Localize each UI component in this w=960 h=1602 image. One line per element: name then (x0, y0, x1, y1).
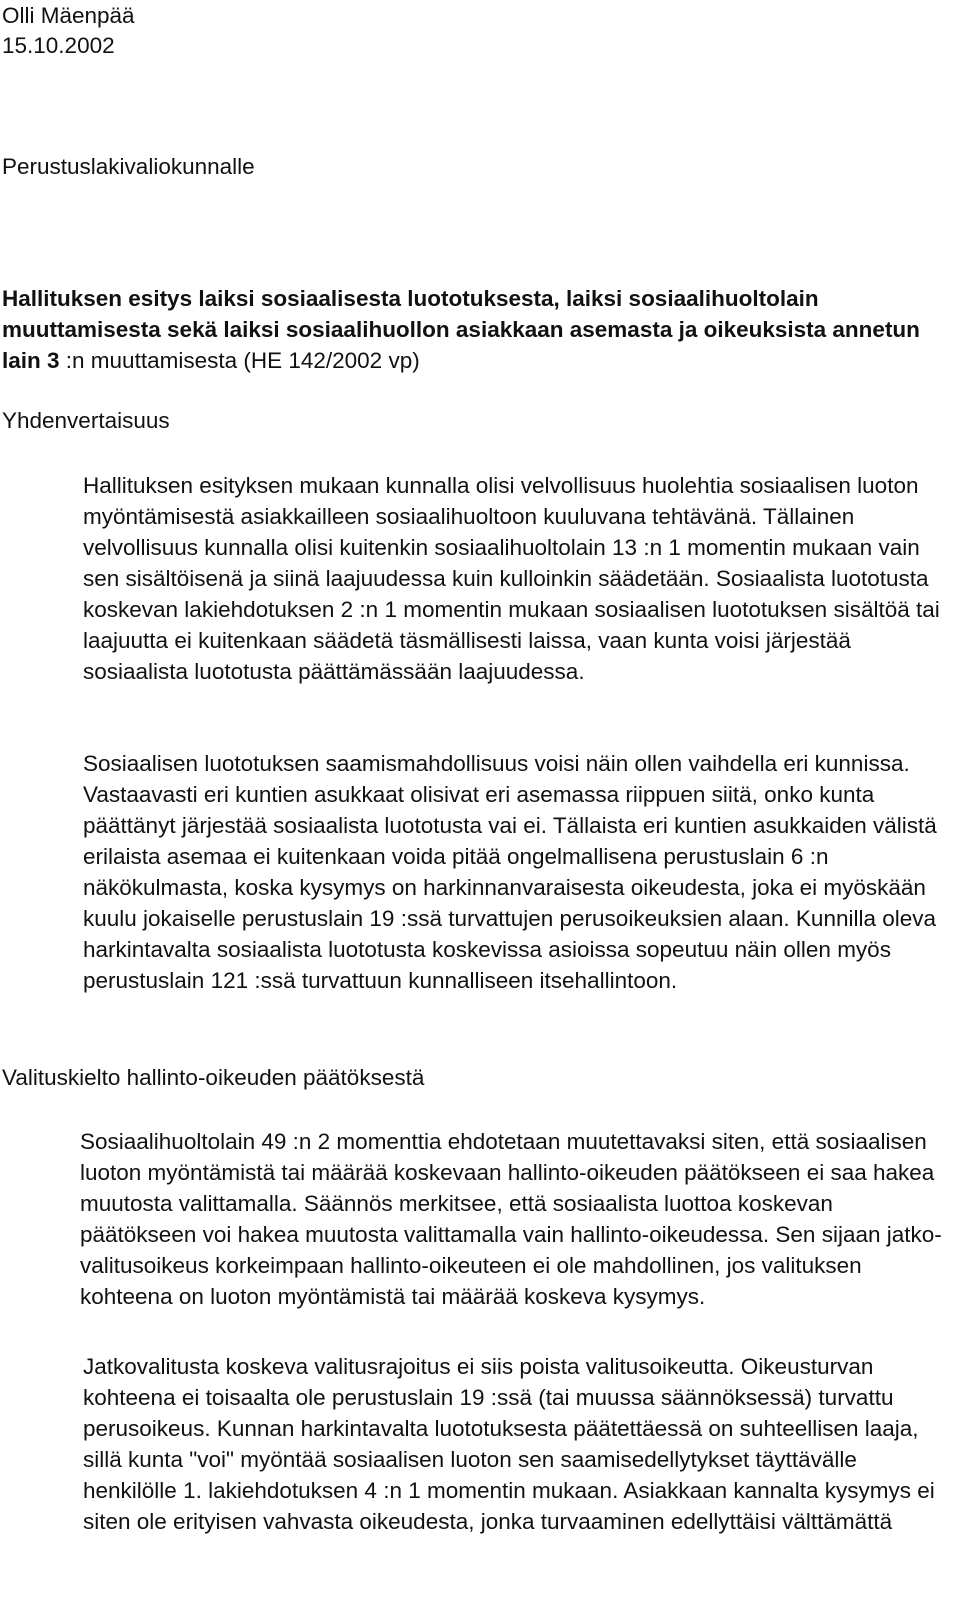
author-name: Olli Mäenpää (2, 3, 135, 28)
paragraph: Sosiaalihuoltolain 49 :n 2 momenttia ehdotetaan muutettavaksi siten, että sosiaalisen luoton myöntämistä tai määrää koskevaan hallinto-oikeuden päätökseen ei saa hakea muutosta valittamalla. Säännös merkitsee, että sosiaalista luottoa koskevan päätökseen voi hakea muutosta valittamalla vain hallinto-oikeudessa. Sen sijaan jatko-valitusoikeus korkeimpaan hallinto-oikeuteen ei ole mahdollinen, jos valituksen kohteena on luoton myöntämistä tai määrää koskeva kysymys. (80, 1129, 942, 1309)
paragraph: Hallituksen esityksen mukaan kunnalla olisi velvollisuus huolehtia sosiaalisen luoton myöntämisestä asiakkailleen sosiaalihuoltoon kuuluvana tehtävänä. Tällainen velvollisuus kunnalla olisi kuitenkin sosiaalihuoltolain 13 :n 1 momentin mukaan vain sen sisältöisenä ja siinä laajuudessa kuin kulloinkin säädetään. Sosiaalista luototusta koskevan lakiehdotuksen 2 :n 1 momentin mukaan sosiaalisen luototuksen sisältöä tai laajuutta ei kuitenkaan säädetä täsmällisesti laissa, vaan kunta voisi järjestää sosiaalista luototusta päättämässään laajuudessa. (83, 473, 940, 684)
recipient-line: Perustuslakivaliokunnalle (2, 154, 255, 179)
paragraph: Jatkovalitusta koskeva valitusrajoitus ei siis poista valitusoikeutta. Oikeusturvan kohteena ei toisaalta ole perustuslain 19 :ssä (tai muussa säännöksessä) turvattu perusoikeus. Kunnan harkintavalta luototuksesta päätettäessä on suhteellisen laaja, sillä kunta "voi" myöntää sosiaalisen luoton sen saamisedellytykset täyttävälle henkilölle 1. lakiehdotuksen 4 :n 1 momentin mukaan. Asiakkaan kannalta kysymys ei siten ole erityisen vahvasta oikeudesta, jonka turvaaminen edellyttäisi välttämättä (83, 1354, 935, 1534)
title-bold-part: Hallituksen esitys laiksi sosiaalisesta luototuksesta, laiksi sosiaalihuoltolain muuttamisesta sekä laiksi sosiaalihuollon asiakkaan asemasta ja oikeuksista annetun lain 3 (2, 286, 920, 373)
paragraph: Sosiaalisen luototuksen saamismahdollisuus voisi näin ollen vaihdella eri kunnissa. Vastaavasti eri kuntien asukkaat olisivat eri asemassa riippuen siitä, onko kunta päättänyt järjestää sosiaalista luototusta vai ei. Tällaista eri kuntien asukkaiden välistä erilaista asemaa ei kuitenkaan voida pitää ongelmallisena perustuslain 6 :n näkökulmasta, koska kysymys on harkinnanvaraisesta oikeudesta, joka ei myöskään kuulu jokaiselle perustuslain 19 :ssä turvattujen perusoikeuksien alaan. Kunnilla oleva harkintavalta sosiaalista luototusta koskevissa asioissa sopeutuu näin ollen myös perustuslain 121 :ssä turvattuun kunnalliseen itsehallintoon. (83, 751, 937, 993)
document-title (2, 283, 952, 376)
section-heading-yhdenvertaisuus: Yhdenvertaisuus (2, 408, 170, 433)
section-heading-valituskielto: Valituskielto hallinto-oikeuden päätöksestä (2, 1065, 425, 1090)
document-date: 15.10.2002 (2, 33, 115, 58)
title-rest-part: :n muuttamisesta (HE 142/2002 vp) (59, 348, 420, 373)
